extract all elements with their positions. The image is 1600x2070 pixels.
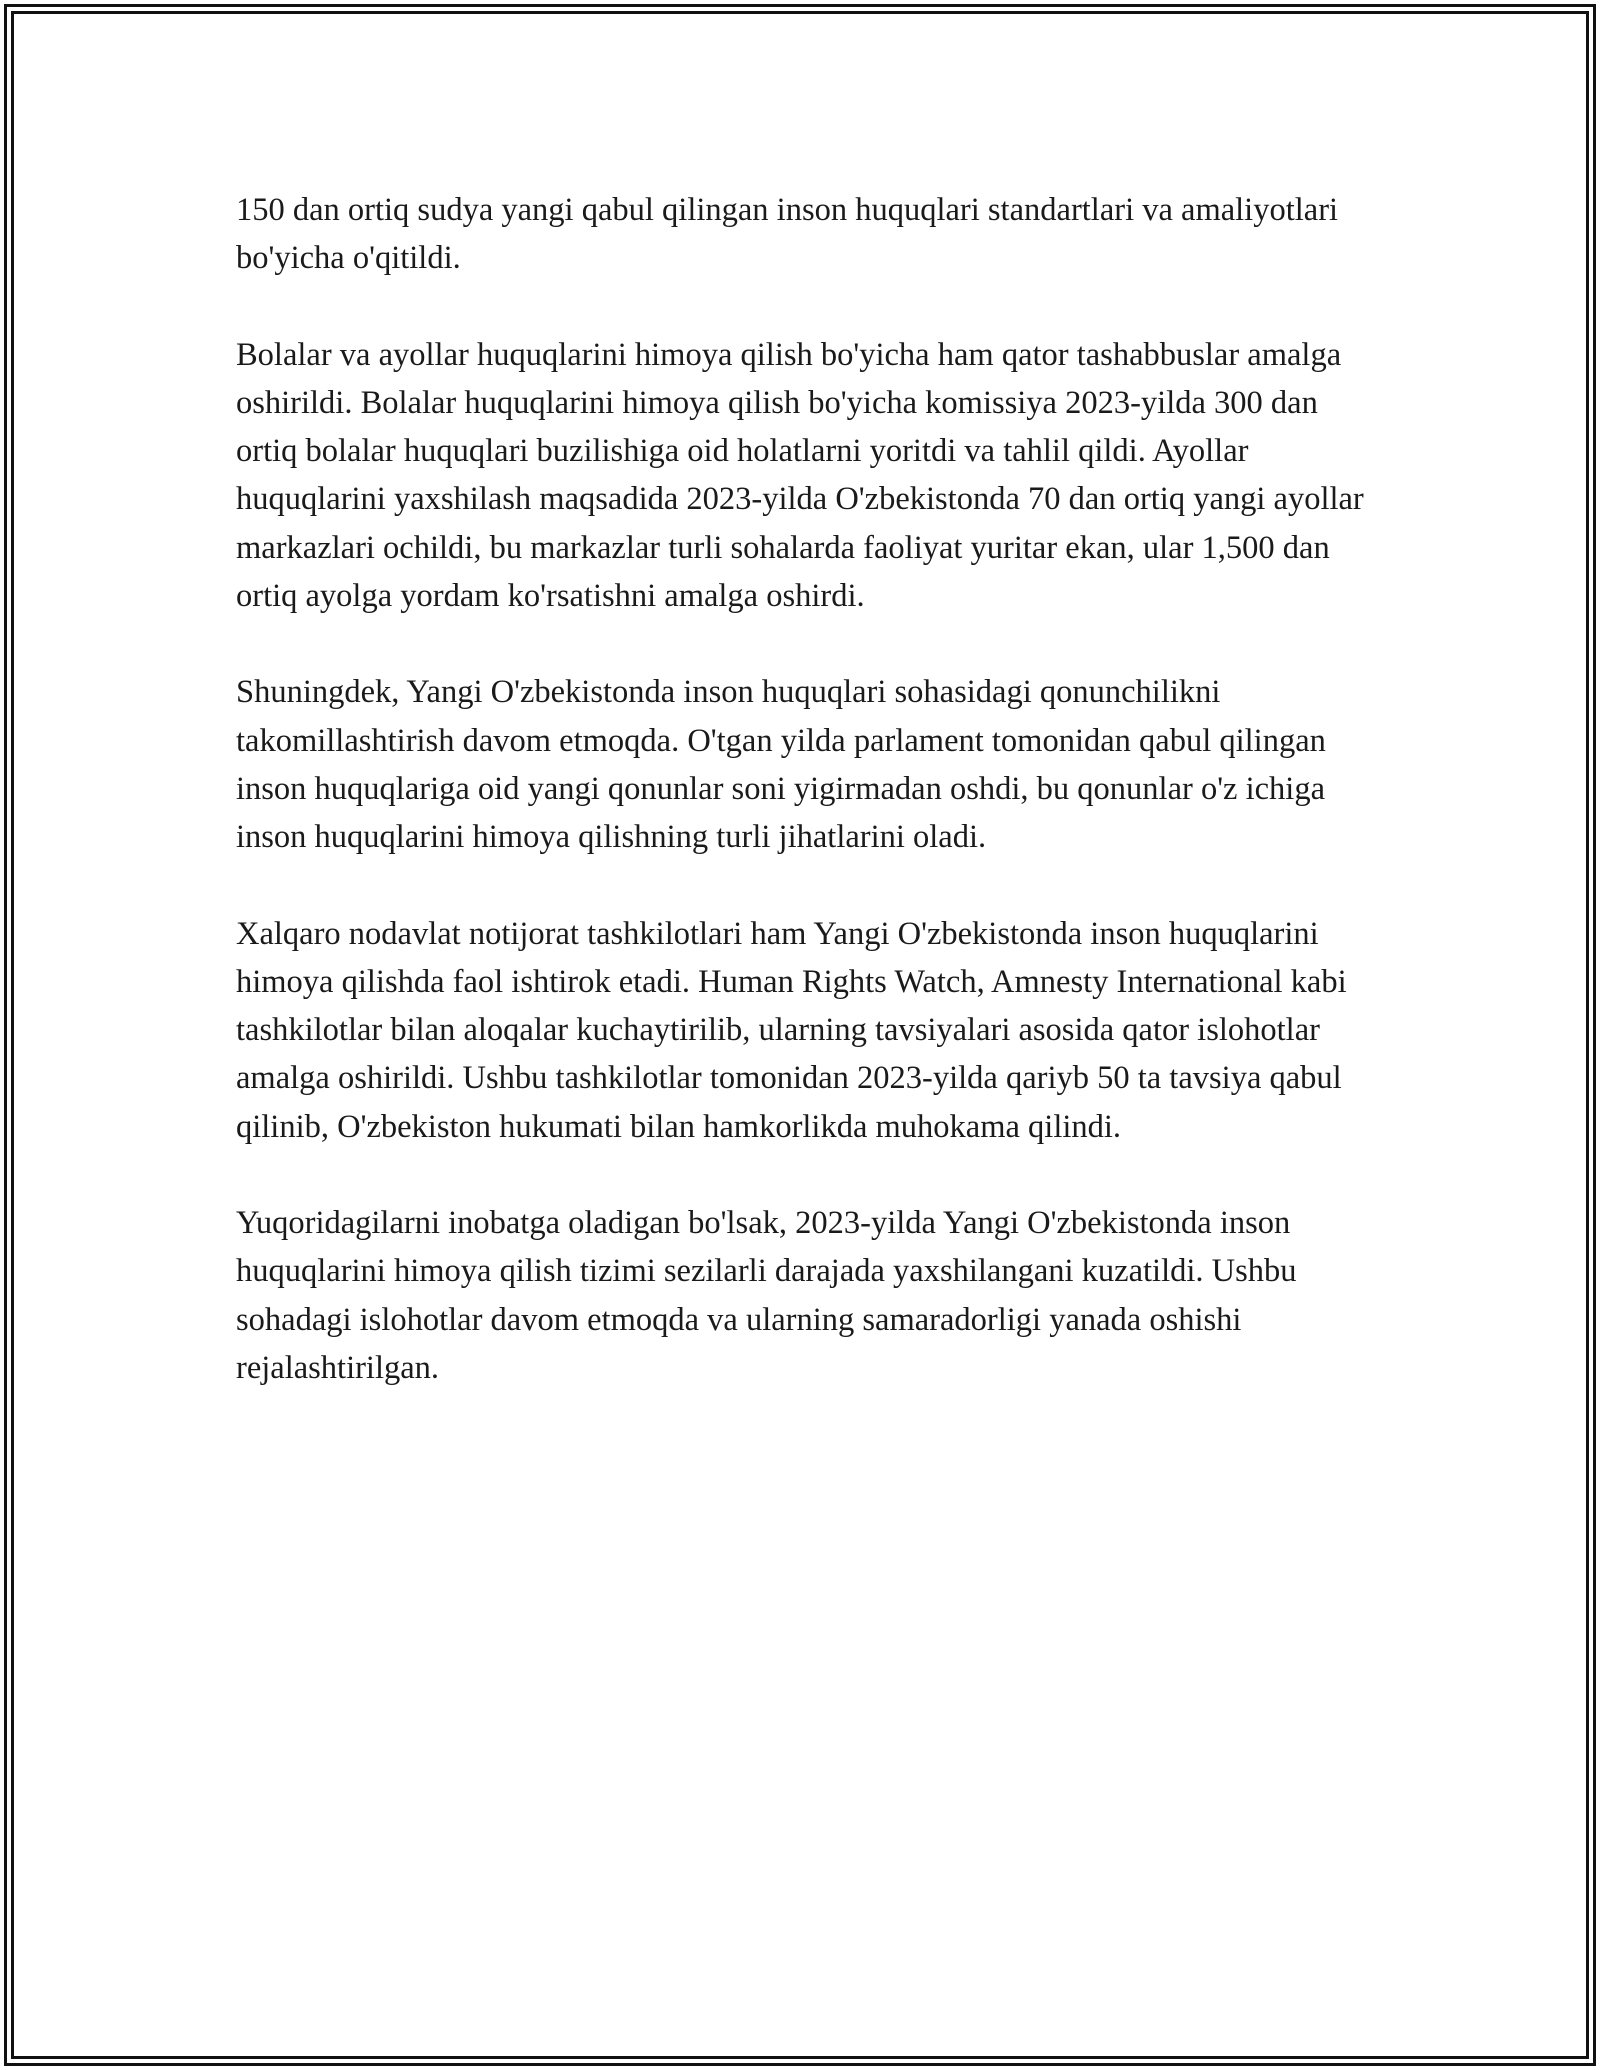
paragraph-legislation: Shuningdek, Yangi O'zbekistonda inson huquqlari sohasidagi qonunchilikni takomillashtirish davom etmoqda. O'tgan yilda parlament tomonidan qabul qilingan inson huquqlariga oid yangi qonunlar soni yigirmadan oshdi, bu qonunlar o'z ichiga inson huquqlarini himoya qilishning turli jihatlarini oladi. (236, 674, 1326, 856)
paragraph-international-ngos: Xalqaro nodavlat notijorat tashkilotlari ham Yangi O'zbekistonda inson huquqlarini himoya qilishda faol ishtirok etadi. Human Rights Watch, Amnesty International kabi tashkilotlar bilan aloqalar kuchaytirilib, ularning tavsiyalari asosida qator islohotlar amalga oshirildi. Ushbu tashkilotlar tomonidan 2023-yilda qariyb 50 ta tavsiya qabul qilinib, O'zbekiston hukumati bilan hamkorlikda muhokama qilindi. (236, 915, 1347, 1145)
paragraph-conclusion: Yuqoridagilarni inobatga oladigan bo'lsak, 2023-yilda Yangi O'zbekistonda inson huquqlarini himoya qilish tizimi sezilarli darajada yaxshilangani kuzatildi. Ushbu sohadagi islohotlar davom etmoqda va ularning samaradorligi yanada oshishi rejalashtirilgan. (236, 1205, 1297, 1386)
document-body (236, 186, 1376, 1392)
paragraph-judges-training: 150 dan ortiq sudya yangi qabul qilingan inson huquqlari standartlari va amaliyotlari bo'yicha o'qitildi. (236, 192, 1339, 277)
paragraph-children-women-rights: Bolalar va ayollar huquqlarini himoya qilish bo'yicha ham qator tashabbuslar amalga oshirildi. Bolalar huquqlarini himoya qilish bo'yicha komissiya 2023-yilda 300 dan ortiq bolalar huquqlari buzilishiga oid holatlarni yoritdi va tahlil qildi. Ayollar huquqlarini yaxshilash maqsadida 2023-yilda O'zbekistonda 70 dan ortiq yangi ayollar markazlari ochildi, bu markazlar turli sohalarda faoliyat yuritar ekan, ular 1,500 dan ortiq ayolga yordam ko'rsatishni amalga oshirdi. (236, 336, 1364, 615)
